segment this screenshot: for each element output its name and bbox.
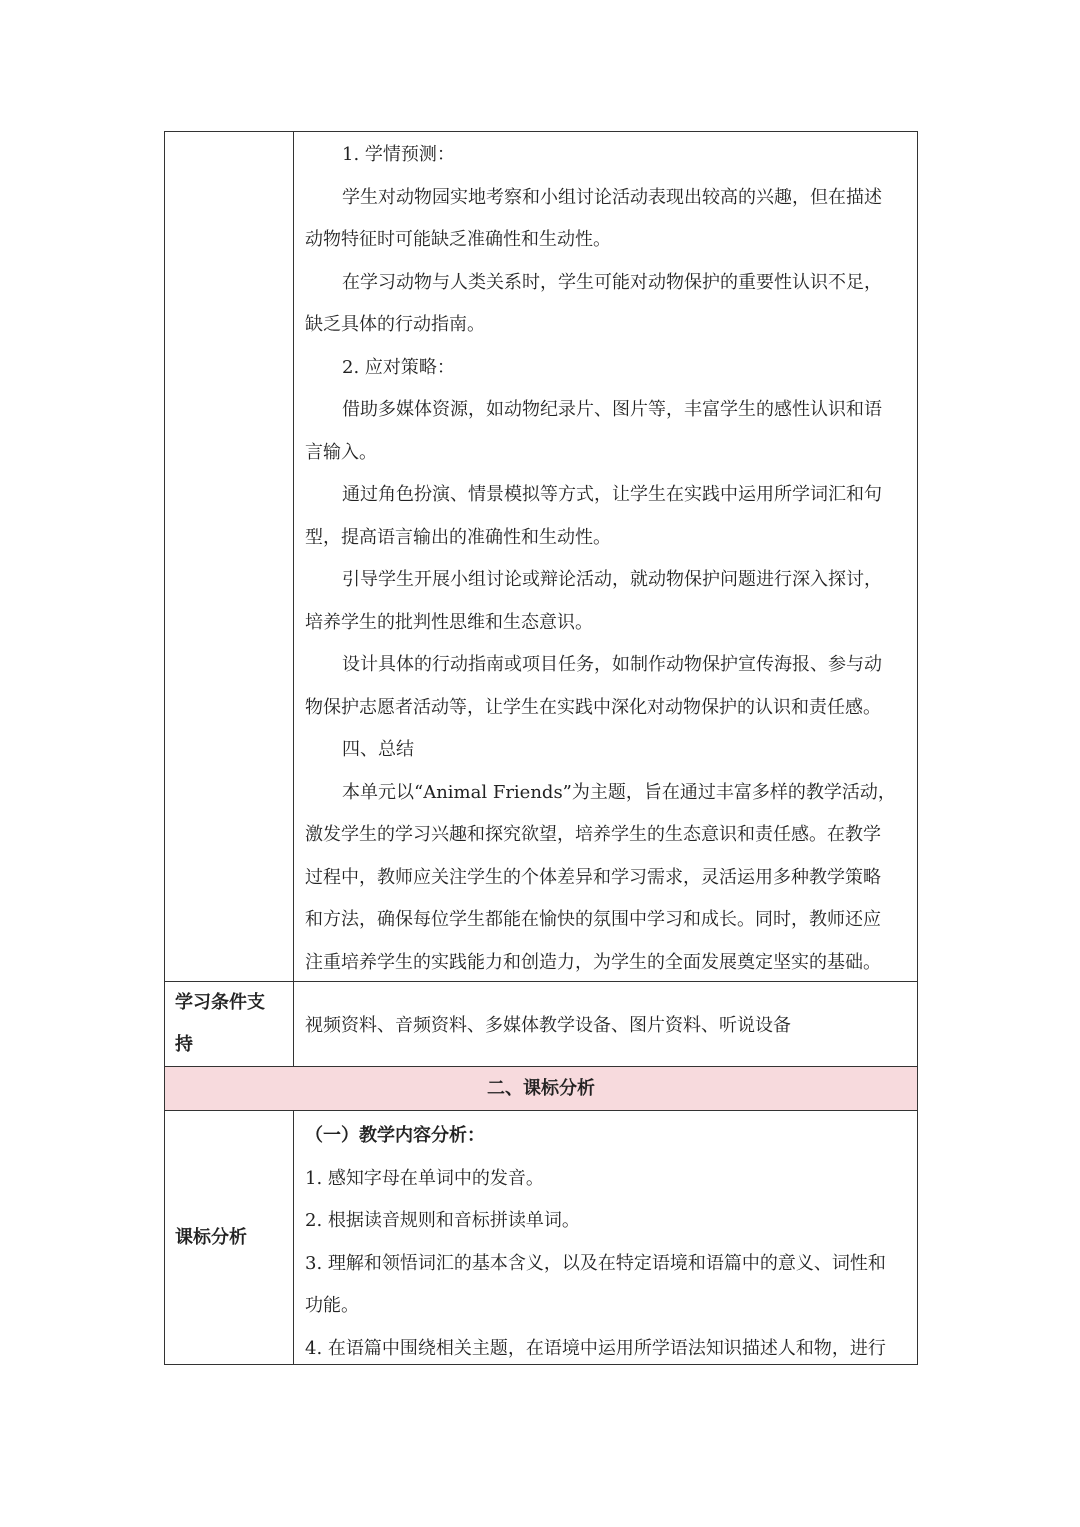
paragraph-line: 通过角色扮演、情景模拟等方式，让学生在实践中运用所学词汇和句 <box>342 484 882 505</box>
paragraph-line: 借助多媒体资源，如动物纪录片、图片等，丰富学生的感性认识和语 <box>342 399 882 420</box>
table-row-standard-analysis <box>164 1110 918 1365</box>
paragraph-line: 注重培养学生的实践能力和创造力，为学生的全面发展奠定坚实的基础。 <box>305 951 881 973</box>
paragraph-line: 型，提高语言输出的准确性和生动性。 <box>305 526 611 548</box>
analysis-line: 1. 感知字母在单词中的发音。 <box>305 1167 544 1189</box>
analysis-line: 4. 在语篇中围绕相关主题，在语境中运用所学语法知识描述人和物，进行 <box>305 1337 886 1359</box>
section-header-row <box>164 1066 918 1110</box>
table-row-learning-prediction <box>164 131 918 981</box>
section-header-title: 二、课标分析 <box>487 1078 595 1099</box>
paragraph-line: 本单元以“Animal Friends”为主题，旨在通过丰富多样的教学活动， <box>342 781 896 803</box>
table-row-learning-support <box>164 981 918 1066</box>
paragraph-line: 学生对动物园实地考察和小组讨论活动表现出较高的兴趣，但在描述 <box>342 186 882 208</box>
paragraph-line: 激发学生的学习兴趣和探究欲望，培养学生的生态意识和责任感。在教学 <box>305 824 881 845</box>
paragraph-line: 1. 学情预测： <box>342 144 455 165</box>
analysis-line: 功能。 <box>305 1295 359 1316</box>
support-label-cell <box>165 982 294 1066</box>
analysis-heading: （一）教学内容分析： <box>305 1125 485 1146</box>
paragraph-line: 物保护志愿者活动等，让学生在实践中深化对动物保护的认识和责任感。 <box>305 696 881 718</box>
paragraph-line: 引导学生开展小组讨论或辩论活动，就动物保护问题进行深入探讨， <box>342 569 882 590</box>
paragraph-line: 缺乏具体的行动指南。 <box>305 314 485 335</box>
document-table <box>164 131 918 1365</box>
paragraph-line: 设计具体的行动指南或项目任务，如制作动物保护宣传海报、参与动 <box>342 654 882 675</box>
paragraph-line: 动物特征时可能缺乏准确性和生动性。 <box>305 229 611 250</box>
support-content: 视频资料、音频资料、多媒体教学设备、图片资料、听说设备 <box>305 1015 791 1036</box>
analysis-line: 3. 理解和领悟词汇的基本含义，以及在特定语境和语篇中的意义、词性和 <box>305 1252 886 1274</box>
empty-label-cell <box>165 132 294 981</box>
support-label-line2: 持 <box>175 1034 193 1055</box>
analysis-label-cell <box>165 1111 294 1364</box>
analysis-label: 课标分析 <box>175 1226 247 1248</box>
content-cell <box>294 132 917 981</box>
paragraph-line: 四、总结 <box>342 739 414 760</box>
paragraph-line: 和方法，确保每位学生都能在愉快的氛围中学习和成长。同时，教师还应 <box>305 909 881 930</box>
paragraph-line: 培养学生的批判性思维和生态意识。 <box>305 611 593 633</box>
paragraph-line: 在学习动物与人类关系时，学生可能对动物保护的重要性认识不足， <box>342 271 882 293</box>
analysis-content <box>294 1111 917 1364</box>
paragraph-line: 过程中，教师应关注学生的个体差异和学习需求，灵活运用多种教学策略 <box>305 866 881 888</box>
paragraph-line: 言输入。 <box>305 441 377 463</box>
analysis-line: 2. 根据读音规则和音标拼读单词。 <box>305 1210 580 1231</box>
support-label-line1: 学习条件支 <box>175 992 265 1013</box>
paragraph-line: 2. 应对策略： <box>342 356 455 378</box>
